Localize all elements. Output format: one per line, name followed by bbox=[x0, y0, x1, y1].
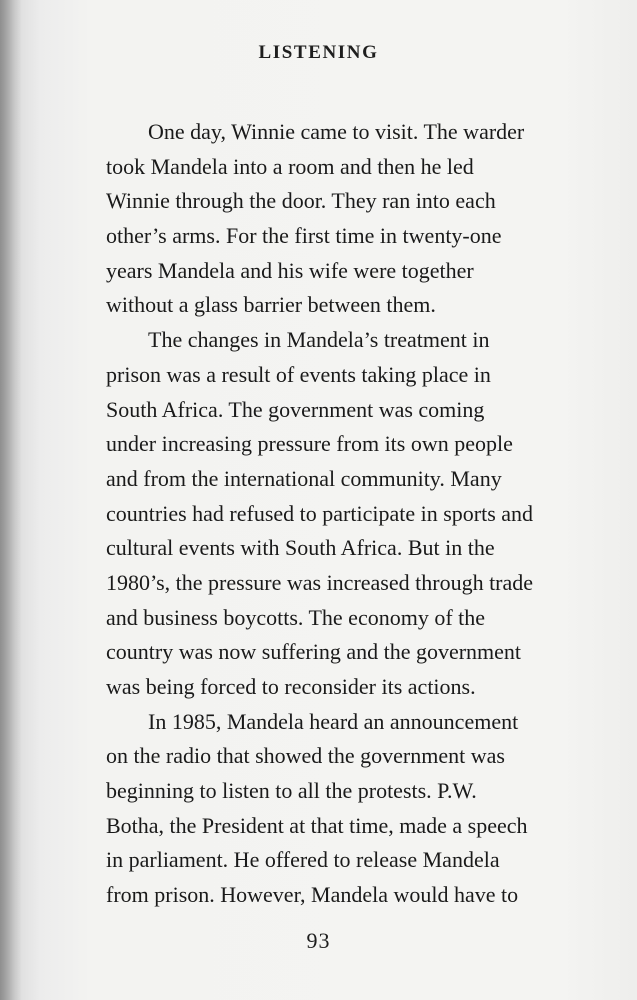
paragraph-2-line-6: countries had refused to participate in sports and bbox=[106, 500, 534, 526]
paragraph-1-line-6: without a glass barrier between them. bbox=[106, 292, 436, 318]
paragraph-3-line-2: on the radio that showed the government was bbox=[106, 743, 505, 769]
paragraph-2-line-1: The changes in Mandela’s treatment in bbox=[148, 327, 490, 353]
paragraph-2-line-10: country was now suffering and the government bbox=[106, 639, 522, 665]
paragraph-2-line-11: was being forced to reconsider its actions. bbox=[106, 674, 476, 699]
paragraph-2-line-3: South Africa. The government was coming bbox=[106, 396, 485, 422]
gutter-shadow bbox=[0, 0, 22, 1000]
running-head: LISTENING bbox=[258, 42, 379, 63]
paragraph-2-line-2: prison was a result of events taking place in bbox=[106, 361, 491, 387]
paragraph-2-line-9: and business boycotts. The economy of the bbox=[106, 604, 486, 630]
paragraph-2-line-7: cultural events with South Africa. But in the bbox=[106, 535, 495, 561]
paragraph-3-line-3: beginning to listen to all the protests. P.W. bbox=[106, 778, 477, 804]
paragraph-2-line-8: 1980’s, the pressure was increased through trade bbox=[106, 569, 534, 595]
paragraph-1-line-2: took Mandela into a room and then he led bbox=[106, 153, 474, 179]
paragraph-1-line-5: years Mandela and his wife were together bbox=[106, 257, 474, 283]
paragraph-3-line-4: Botha, the President at that time, made a speech bbox=[106, 812, 528, 838]
paragraph-2-line-4: under increasing pressure from its own people bbox=[106, 431, 513, 457]
paragraph-1-line-1: One day, Winnie came to visit. The warder bbox=[148, 119, 525, 144]
paragraph-3-line-6: from prison. However, Mandela would have to bbox=[106, 882, 519, 908]
body-text bbox=[106, 115, 606, 913]
paragraph-3-line-1: In 1985, Mandela heard an announcement bbox=[148, 708, 519, 734]
page-number: 93 bbox=[306, 928, 331, 953]
paragraph-2-line-5: and from the international community. Many bbox=[106, 465, 502, 491]
paragraph-1-line-4: other’s arms. For the first time in twenty-one bbox=[106, 223, 502, 249]
paragraph-1-line-3: Winnie through the door. They ran into each bbox=[106, 188, 496, 214]
paragraph-3-line-5: in parliament. He offered to release Mandela bbox=[106, 847, 500, 873]
